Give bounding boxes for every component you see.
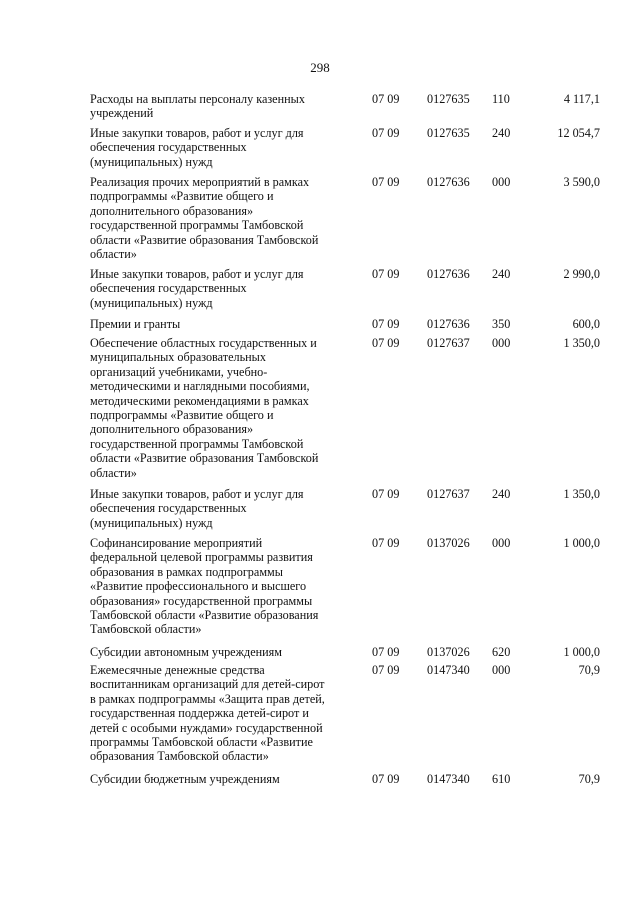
description-line: подпрограммы «Развитие общего и — [90, 408, 274, 423]
row-description — [90, 92, 358, 121]
row-description — [90, 663, 358, 764]
description-line: области» — [90, 465, 137, 480]
description-line: программы Тамбовской области «Развитие — [90, 735, 313, 750]
section-code: 07 09 — [372, 772, 400, 786]
description-line: Расходы на выплаты персоналу казенных — [90, 92, 305, 106]
target-article-code: 0147340 — [427, 663, 470, 677]
description-line: Тамбовской области» — [90, 622, 202, 637]
description-line: обеспечения государственных — [90, 501, 247, 516]
section-code: 07 09 — [372, 126, 400, 140]
amount: 12 054,7 — [557, 126, 600, 140]
description-line: образования в рамках подпрограммы — [90, 564, 283, 579]
description-line: обеспечения государственных — [90, 140, 247, 155]
target-article-code: 0127637 — [427, 487, 470, 501]
target-article-code: 0137026 — [427, 645, 470, 659]
target-article-code: 0147340 — [427, 772, 470, 786]
expense-type-code: 610 — [492, 772, 511, 786]
description-line: дополнительного образования» — [90, 203, 254, 218]
description-line: федеральной целевой программы развития — [90, 550, 313, 565]
description-line: области «Развитие образования Тамбовской — [90, 232, 319, 247]
row-description — [90, 267, 358, 310]
amount: 70,9 — [578, 663, 600, 677]
amount: 1 350,0 — [563, 336, 600, 350]
target-article-code: 0127635 — [427, 126, 470, 140]
amount: 70,9 — [578, 772, 600, 786]
expense-type-code: 350 — [492, 317, 511, 331]
expense-type-code: 000 — [492, 336, 511, 350]
description-line: государственная поддержка детей-сирот и — [90, 706, 309, 721]
description-line: (муниципальных) нужд — [90, 515, 213, 530]
description-line: организаций учебниками, учебно- — [90, 364, 268, 379]
amount: 3 590,0 — [563, 175, 600, 189]
expense-type-code: 000 — [492, 536, 511, 550]
amount: 1 000,0 — [563, 536, 600, 550]
description-line: образования Тамбовской области» — [90, 749, 269, 764]
section-code: 07 09 — [372, 645, 400, 659]
description-line: государственной программы Тамбовской — [90, 436, 304, 451]
description-line: детей с особыми нуждами» государственной — [90, 720, 323, 735]
amount: 2 990,0 — [563, 267, 600, 281]
description-line: (муниципальных) нужд — [90, 154, 213, 169]
description-line: Премии и гранты — [90, 317, 181, 331]
row-description — [90, 317, 358, 331]
target-article-code: 0127636 — [427, 267, 470, 281]
description-line: области «Развитие образования Тамбовской — [90, 451, 319, 466]
amount: 4 117,1 — [563, 92, 600, 106]
description-line: Субсидии бюджетным учреждениям — [90, 772, 280, 786]
section-code: 07 09 — [372, 336, 400, 350]
description-line: в рамках подпрограммы «Защита прав детей, — [90, 691, 325, 706]
section-code: 07 09 — [372, 536, 400, 550]
description-line: дополнительного образования» — [90, 422, 254, 437]
target-article-code: 0127636 — [427, 317, 470, 331]
description-line: «Развитие профессионального и высшего — [90, 579, 307, 594]
description-line: Иные закупки товаров, работ и услуг для — [90, 267, 304, 281]
description-line: методическими и наглядными пособиями, — [90, 379, 310, 394]
row-description — [90, 126, 358, 169]
target-article-code: 0137026 — [427, 536, 470, 550]
expense-type-code: 110 — [492, 92, 510, 106]
amount: 1 000,0 — [563, 645, 600, 659]
description-line: учреждений — [90, 106, 154, 121]
description-line: государственной программы Тамбовской — [90, 218, 304, 233]
page-number: 298 — [310, 60, 330, 75]
target-article-code: 0127636 — [427, 175, 470, 189]
row-description — [90, 536, 358, 637]
description-line: Субсидии автономным учреждениям — [90, 645, 282, 659]
amount: 1 350,0 — [563, 487, 600, 501]
description-line: Иные закупки товаров, работ и услуг для — [90, 487, 304, 501]
description-line: области» — [90, 247, 137, 262]
description-line: образования» государственной программы — [90, 593, 313, 608]
expense-type-code: 620 — [492, 645, 511, 659]
description-line: Иные закупки товаров, работ и услуг для — [90, 126, 304, 140]
description-line: Реализация прочих мероприятий в рамках — [90, 175, 310, 189]
section-code: 07 09 — [372, 317, 400, 331]
description-line: Обеспечение областных государственных и — [90, 336, 317, 350]
row-description — [90, 175, 358, 261]
description-line: (муниципальных) нужд — [90, 295, 213, 310]
row-description — [90, 487, 358, 530]
description-line: Софинансирование мероприятий — [90, 536, 263, 550]
description-line: подпрограммы «Развитие общего и — [90, 189, 274, 204]
description-line: Ежемесячные денежные средства — [90, 663, 265, 677]
amount: 600,0 — [572, 317, 600, 331]
description-line: обеспечения государственных — [90, 281, 247, 296]
section-code: 07 09 — [372, 487, 400, 501]
description-line: муниципальных образовательных — [90, 350, 266, 365]
section-code: 07 09 — [372, 175, 400, 189]
section-code: 07 09 — [372, 92, 400, 106]
row-description — [90, 645, 358, 659]
row-description — [90, 772, 358, 786]
expense-type-code: 000 — [492, 175, 511, 189]
target-article-code: 0127635 — [427, 92, 470, 106]
row-description — [90, 336, 358, 480]
expense-type-code: 240 — [492, 267, 511, 281]
target-article-code: 0127637 — [427, 336, 470, 350]
expense-type-code: 000 — [492, 663, 511, 677]
expense-type-code: 240 — [492, 126, 511, 140]
expense-type-code: 240 — [492, 487, 511, 501]
description-line: воспитанникам организаций для детей-сирот — [90, 677, 325, 692]
section-code: 07 09 — [372, 663, 400, 677]
description-line: Тамбовской области «Развитие образования — [90, 608, 319, 623]
description-line: методическими рекомендациями в рамках — [90, 393, 309, 408]
section-code: 07 09 — [372, 267, 400, 281]
